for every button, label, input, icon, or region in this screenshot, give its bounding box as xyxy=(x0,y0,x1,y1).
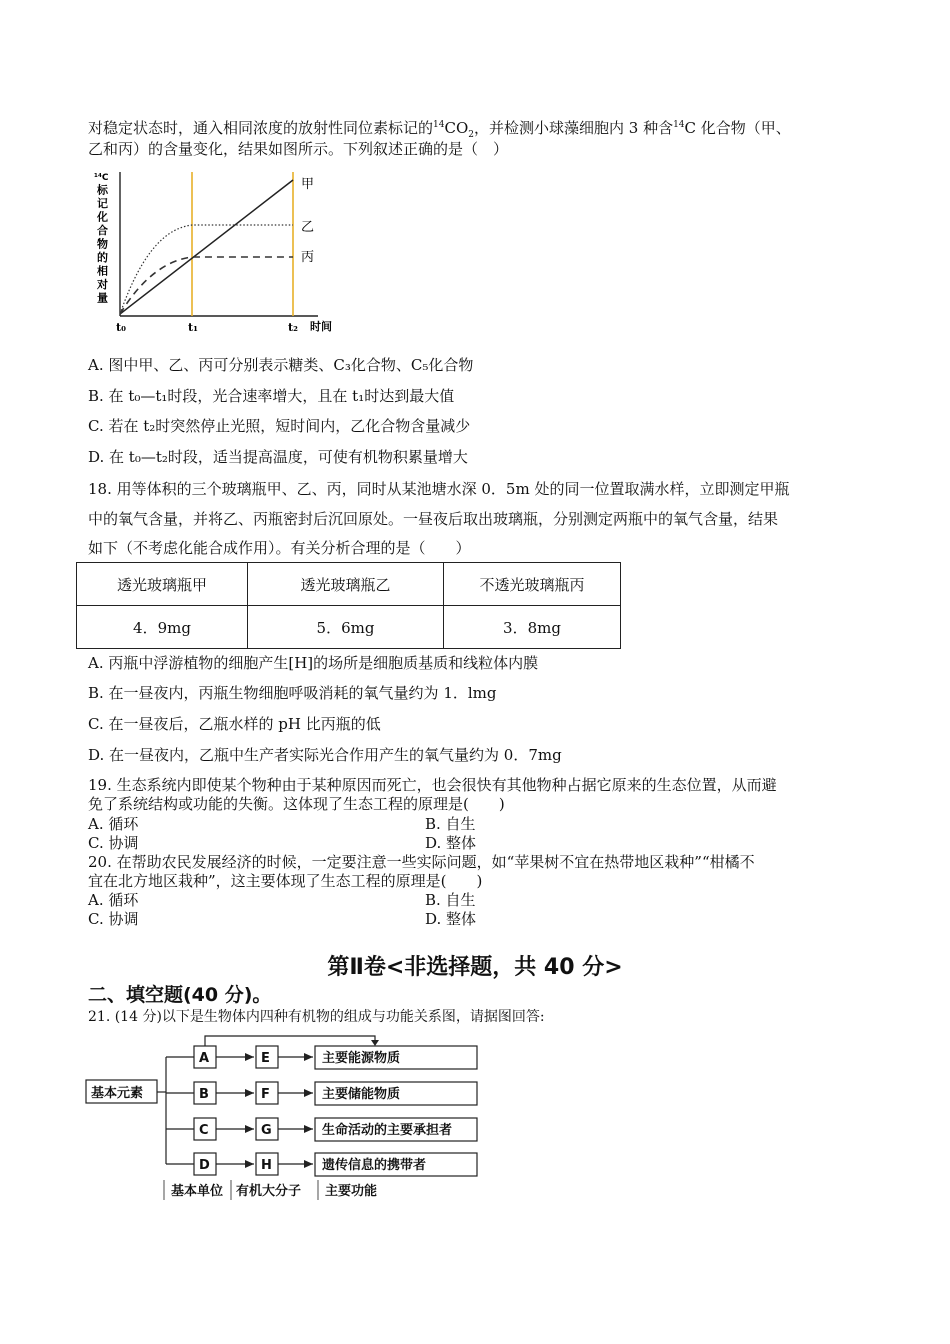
q18-table xyxy=(76,562,621,649)
q19-option-b: B. 自生 xyxy=(425,815,476,833)
table-header-cell: 不透光玻璃瓶丙 xyxy=(444,563,621,606)
macro-f: F xyxy=(261,1087,270,1102)
chart-y-label-char: 记 xyxy=(97,197,108,210)
q20-option-d: D. 整体 xyxy=(425,910,477,928)
q18-stem-line3: 如下（不考虑化能合成作用）。有关分析合理的是（ ） xyxy=(88,539,471,557)
q17-option-c: C. 若在 t₂时突然停止光照，短时间内，乙化合物含量减少 xyxy=(88,417,471,435)
chart-label-bing: 丙 xyxy=(301,250,315,265)
q18-stem-line1: 18. 用等体积的三个玻璃瓶甲、乙、丙，同时从某池塘水深 0．5m 处的同一位置取满水样，立即测定甲瓶 xyxy=(88,480,790,498)
chart-y-label-char: 标 xyxy=(97,183,108,197)
q20-stem-line2: 宜在北方地区栽种”，这主要体现了生态工程的原理是( ) xyxy=(88,872,483,890)
chart-series-bing xyxy=(120,257,293,314)
chart-y-label xyxy=(94,173,109,305)
table-header-row xyxy=(77,563,621,606)
chart-y-label-char: 化 xyxy=(97,210,108,224)
chart-y-label-char: 合 xyxy=(97,224,108,237)
q18-stem-line2: 中的氧气含量，并将乙、丙瓶密封后沉回原处。一昼夜后取出玻璃瓶，分别测定两瓶中的氧气含量，结果 xyxy=(88,510,779,528)
q19-option-a: A. 循环 xyxy=(88,815,139,833)
macro-e: E xyxy=(261,1051,270,1066)
section-title: 二、填空题(40 分)。 xyxy=(88,984,272,1006)
macro-h: H xyxy=(261,1158,272,1173)
unit-d: D xyxy=(199,1158,210,1173)
function-3: 生命活动的主要承担者 xyxy=(322,1123,453,1138)
table-header-cell: 透光玻璃瓶甲 xyxy=(77,563,248,606)
chart-y-label-char: ¹⁴C xyxy=(94,173,109,183)
chart-y-label-char: 物 xyxy=(97,237,108,251)
chart-label-jia: 甲 xyxy=(301,177,315,192)
part2-title: 第Ⅱ卷<非选择题，共 40 分> xyxy=(327,955,623,980)
q17-option-b: B. 在 t₀—t₁时段，光合速率增大，且在 t₁时达到最大值 xyxy=(88,387,455,405)
chart-series-jia xyxy=(120,180,293,314)
q21-stem: 21. (14 分)以下是生物体内四种有机物的组成与功能关系图，请据图回答: xyxy=(88,1009,545,1025)
q18-option-c: C. 在一昼夜后，乙瓶水样的 pH 比丙瓶的低 xyxy=(88,715,381,733)
q20-stem-line1: 20. 在帮助农民发展经济的时候，一定要注意一些实际问题，如“苹果树不宜在热带地区栽种”“柑橘不 xyxy=(88,853,755,871)
footer-function: 主要功能 xyxy=(325,1184,378,1199)
chart-series-yi xyxy=(120,225,293,314)
chart-y-label-char: 的 xyxy=(97,251,108,264)
macro-g: G xyxy=(261,1123,272,1138)
q20-option-c: C. 协调 xyxy=(88,910,139,928)
q18-option-d: D. 在一昼夜内，乙瓶中生产者实际光合作用产生的氧气量约为 0．7mg xyxy=(88,746,562,764)
q17-stem-line1: 对稳定状态时，通入相同浓度的放射性同位素标记的$^{14}CO_2$，并检测小球藻细胞内 3 种含$^{14}$C 化合物（甲、 xyxy=(88,119,791,140)
table-header-cell: 透光玻璃瓶乙 xyxy=(248,563,444,606)
q20-option-b: B. 自生 xyxy=(425,891,476,909)
footer-macro: 有机大分子 xyxy=(236,1184,302,1199)
q21-diagram xyxy=(84,1030,484,1205)
q17-stem-line2: 乙和丙）的含量变化，结果如图所示。下列叙述正确的是（ ） xyxy=(88,140,509,158)
q19-stem-line2: 免了系统结构或功能的失衡。这体现了生态工程的原理是( ) xyxy=(88,795,505,813)
function-2: 主要储能物质 xyxy=(322,1087,401,1102)
function-1: 主要能源物质 xyxy=(322,1051,401,1066)
q19-stem-line1: 19. 生态系统内即使某个物种由于某种原因而死亡，也会很快有其他物种占据它原来的生态位置，从而避 xyxy=(88,776,777,794)
table-cell: 5．6mg xyxy=(248,606,444,649)
chart-tick-t1: t₁ xyxy=(188,321,198,334)
unit-c: C xyxy=(199,1123,209,1138)
q19-option-c: C. 协调 xyxy=(88,834,139,852)
table-cell: 4．9mg xyxy=(77,606,248,649)
chart-label-yi: 乙 xyxy=(301,220,315,235)
chart-y-label-char: 对 xyxy=(97,278,108,291)
unit-b: B xyxy=(199,1087,209,1102)
root-label: 基本元素 xyxy=(91,1086,144,1101)
q17-option-d: D. 在 t₀—t₂时段，适当提高温度，可使有机物积累量增大 xyxy=(88,448,468,466)
q18-option-b: B. 在一昼夜内，丙瓶生物细胞呼吸消耗的氧气量约为 1．lmg xyxy=(88,684,497,702)
chart-y-label-char: 相 xyxy=(97,264,108,278)
chart-tick-t0: t₀ xyxy=(116,321,126,334)
table-row xyxy=(77,606,621,649)
q17-option-a: A. 图中甲、乙、丙可分别表示糖类、C₃化合物、C₅化合物 xyxy=(88,356,474,374)
q19-option-d: D. 整体 xyxy=(425,834,477,852)
chart-x-label: 时间 xyxy=(310,320,332,333)
chart-y-label-char: 量 xyxy=(97,291,108,305)
q18-option-a: A. 丙瓶中浮游植物的细胞产生[H]的场所是细胞质基质和线粒体内膜 xyxy=(88,654,539,672)
footer-unit: 基本单位 xyxy=(171,1184,224,1199)
q17-chart xyxy=(88,168,348,338)
function-4: 遗传信息的携带者 xyxy=(322,1158,427,1173)
unit-a: A xyxy=(199,1051,210,1066)
chart-tick-t2: t₂ xyxy=(288,321,298,334)
table-cell: 3．8mg xyxy=(444,606,621,649)
q20-option-a: A. 循环 xyxy=(88,891,139,909)
